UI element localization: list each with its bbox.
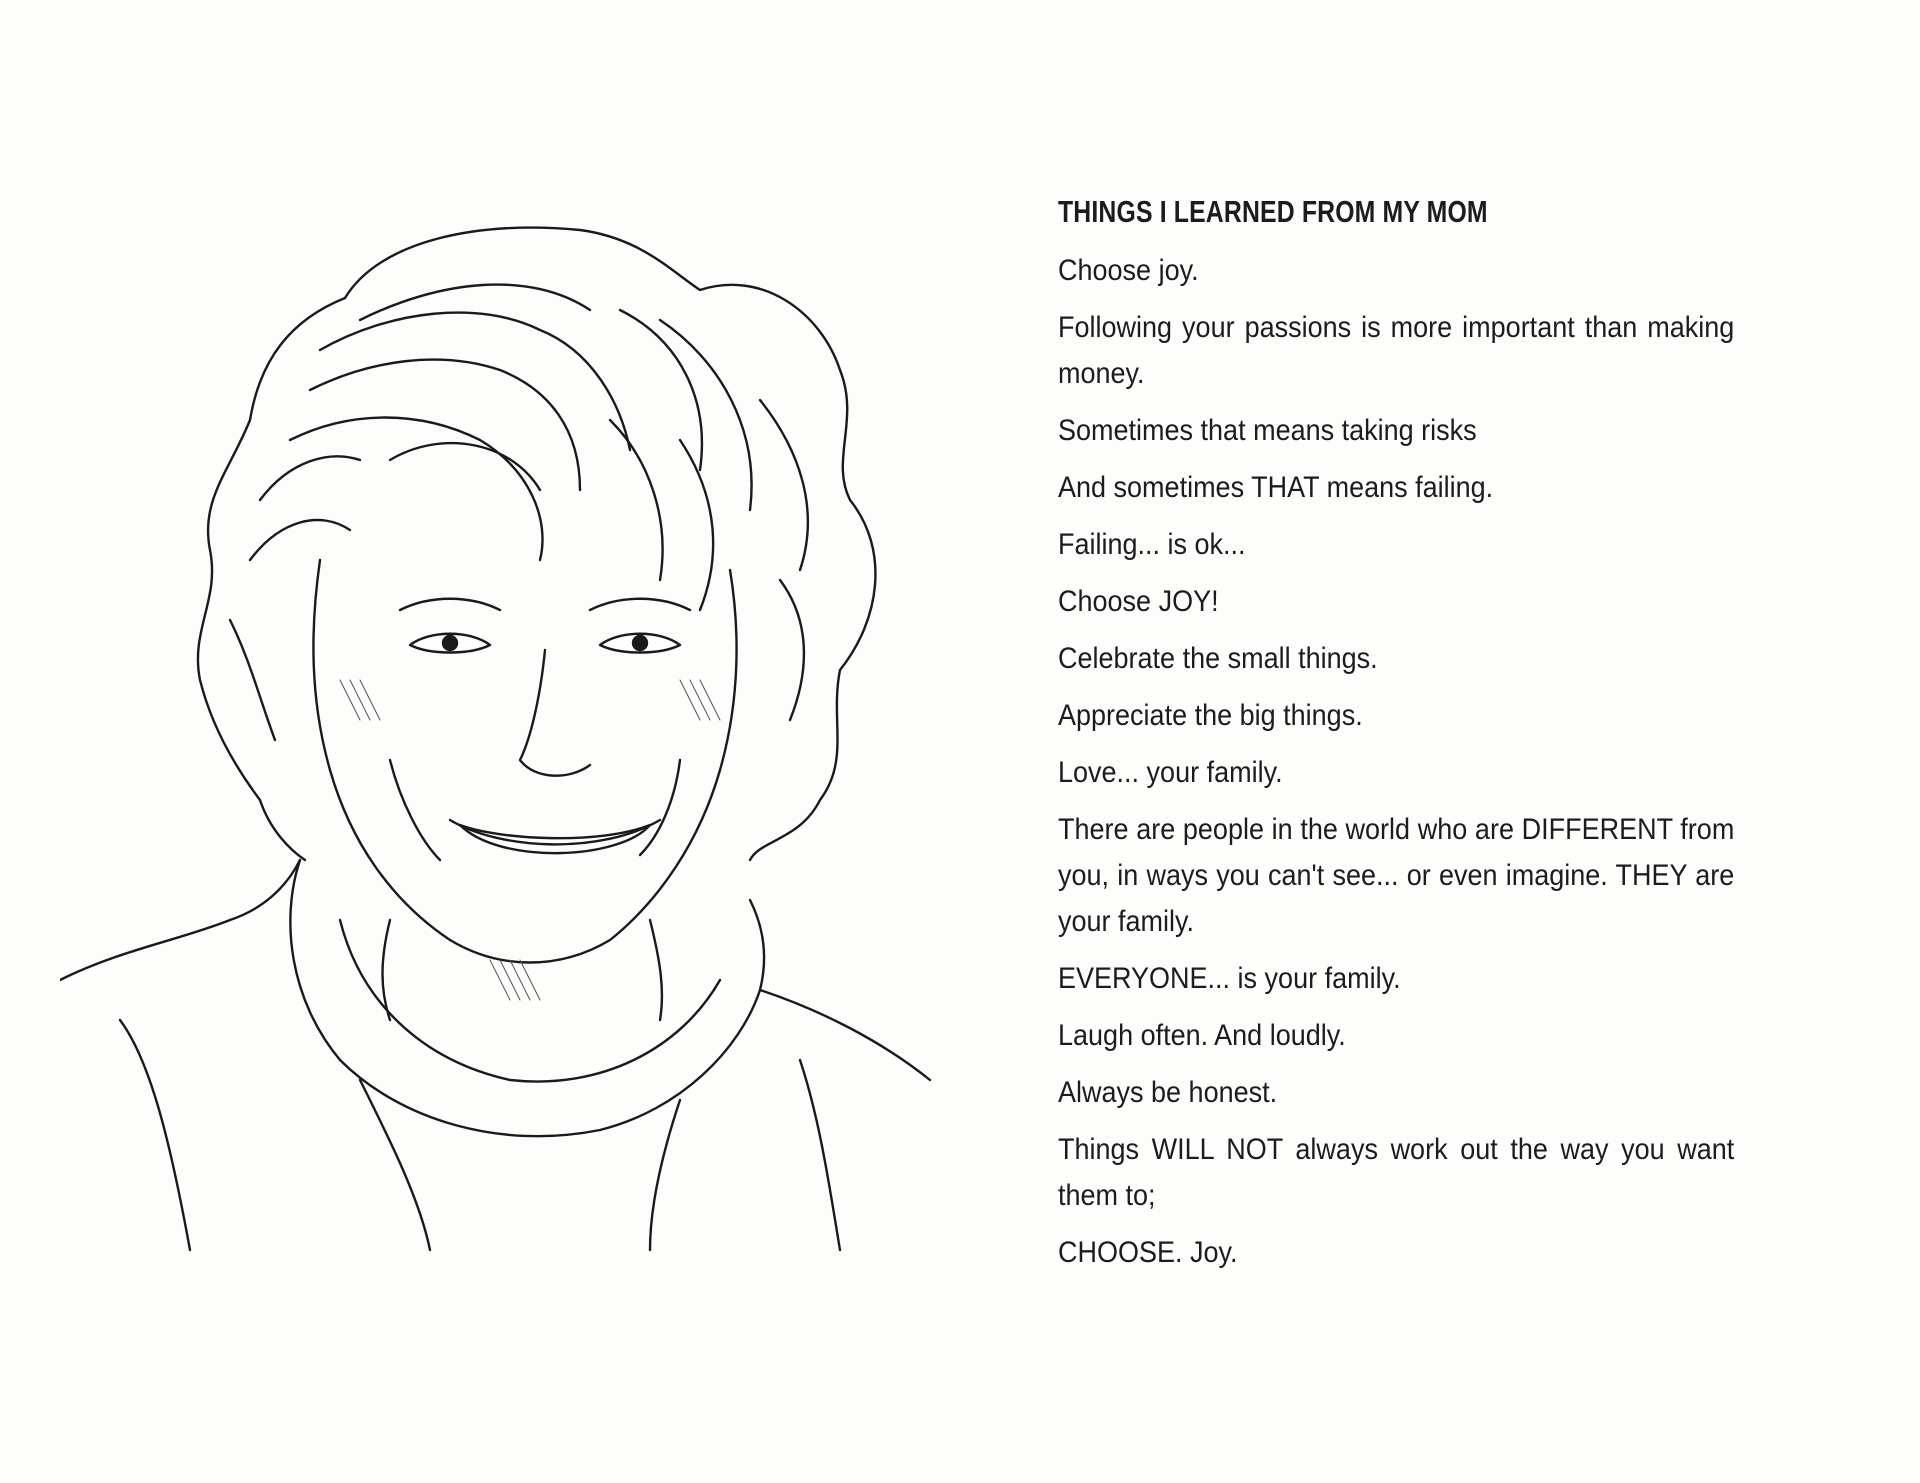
teeth bbox=[460, 825, 650, 853]
hair-strand bbox=[390, 443, 540, 490]
lesson-line: Things WILL NOT always work out the way you want them to; bbox=[1058, 1133, 1735, 1212]
hair-strand bbox=[250, 520, 350, 560]
hair-strand bbox=[610, 420, 663, 580]
hair-strand bbox=[660, 320, 752, 510]
lessons-list bbox=[1058, 248, 1735, 1276]
hair-strand bbox=[780, 580, 804, 720]
scarf bbox=[290, 860, 764, 1136]
left-eyebrow bbox=[400, 599, 500, 610]
hair-strand bbox=[680, 440, 713, 610]
lesson-line: EVERYONE... is your family. bbox=[1058, 962, 1401, 995]
right-pupil bbox=[633, 636, 647, 650]
portrait-sketch-icon bbox=[60, 200, 940, 1260]
lesson-line: Appreciate the big things. bbox=[1058, 699, 1363, 732]
left-shoulder bbox=[60, 860, 300, 980]
scarf-fold bbox=[650, 1100, 680, 1250]
hair-strand bbox=[310, 360, 580, 490]
lesson-line: Failing... is ok... bbox=[1058, 528, 1246, 561]
cheek-line bbox=[390, 760, 440, 860]
lesson-line: There are people in the world who are DIFFERENT from you, in ways you can't see... or even imagine. THEY are your family. bbox=[1058, 813, 1735, 938]
right-shoulder-inner bbox=[800, 1060, 840, 1250]
lesson-line: And sometimes THAT means failing. bbox=[1058, 471, 1494, 504]
right-eyebrow bbox=[590, 599, 690, 610]
left-pupil bbox=[443, 636, 457, 650]
nose bbox=[520, 650, 590, 776]
lesson-line: Choose JOY! bbox=[1058, 585, 1219, 618]
text-column bbox=[1058, 190, 1735, 1287]
lesson-line: Following your passions is more important than making money. bbox=[1058, 311, 1735, 390]
hair-strand bbox=[260, 456, 360, 500]
neck-right bbox=[650, 920, 662, 1020]
hair-strand bbox=[290, 418, 543, 561]
lesson-line: Laugh often. And loudly. bbox=[1058, 1019, 1346, 1052]
left-shoulder-inner bbox=[120, 1020, 190, 1250]
lesson-line: Choose joy. bbox=[1058, 254, 1199, 287]
hair-left-outline bbox=[198, 298, 345, 860]
lesson-line: CHOOSE. Joy. bbox=[1058, 1236, 1238, 1269]
hair-strand bbox=[320, 313, 630, 450]
hair-strand bbox=[230, 620, 275, 740]
page-title: THINGS I LEARNED FROM MY MOM bbox=[1058, 194, 1488, 229]
face-outline bbox=[313, 560, 736, 963]
hair-outline bbox=[345, 228, 875, 860]
portrait-illustration bbox=[60, 200, 940, 1260]
lesson-line: Celebrate the small things. bbox=[1058, 642, 1378, 675]
lesson-line: Love... your family. bbox=[1058, 756, 1283, 789]
hair-strand bbox=[760, 400, 808, 570]
cheek-line bbox=[640, 760, 680, 855]
lesson-line: Always be honest. bbox=[1058, 1076, 1278, 1109]
hair-strand bbox=[360, 285, 590, 320]
scarf-fold bbox=[360, 1080, 430, 1250]
right-shoulder bbox=[760, 990, 930, 1080]
lesson-line: Sometimes that means taking risks bbox=[1058, 414, 1477, 447]
shading bbox=[340, 680, 720, 1000]
